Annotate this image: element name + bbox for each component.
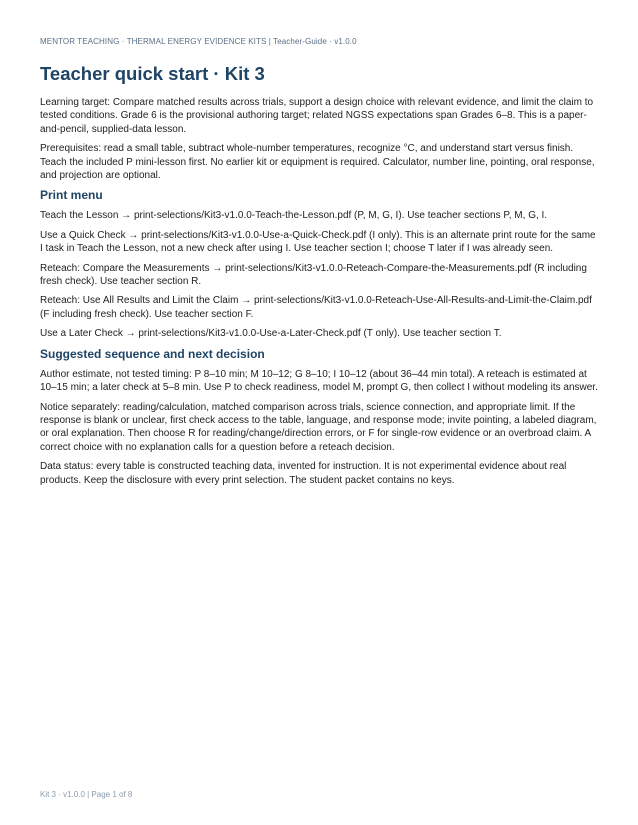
learning-target-paragraph: Learning target: Compare matched results across trials, support a design choice with relevant evidence, and limit the claim to tested conditions. Grade 6 is the provisional authoring target; related NGSS expectations span Grades 6–8. This is a paper-and-pencil, supplied-data lesson. bbox=[40, 97, 594, 135]
print-menu-item-reteach-claim: Reteach: Use All Results and Limit the Claim → print-selections/Kit3-v1.0.0-Reteach-Use-All-Results-and-Limit-the-Claim.pdf (F including fresh check). Use teacher section F. bbox=[40, 295, 592, 320]
timing-paragraph: Author estimate, not tested timing: P 8–10 min; M 10–12; G 8–10; I 10–12 (about 36–44 min total). A reteach is estimated at 10–15 min; a later check at 5–8 min. Use P to check readiness, model M, prompt G, then collect I without modeling its answer. bbox=[40, 368, 598, 394]
sequence-heading: Suggested sequence and next decision bbox=[40, 346, 265, 361]
page-footer: Kit 3 · v1.0.0 | Page 1 of 8 bbox=[40, 790, 133, 799]
running-header: MENTOR TEACHING · THERMAL ENERGY EVIDENCE KITS | Teacher-Guide · v1.0.0 bbox=[40, 37, 357, 46]
print-menu-item-reteach-compare: Reteach: Compare the Measurements → print-selections/Kit3-v1.0.0-Reteach-Compare-the-Measurements.pdf (R including fresh check). Use teacher section R. bbox=[40, 262, 587, 288]
print-menu-heading: Print menu bbox=[40, 188, 103, 203]
print-menu-item-later-check: Use a Later Check → print-selections/Kit3-v1.0.0-Use-a-Later-Check.pdf (T only). Use teacher section T. bbox=[40, 328, 502, 340]
print-menu-item-quick-check: Use a Quick Check → print-selections/Kit3-v1.0.0-Use-a-Quick-Check.pdf (I only). This is an alternate print route for the same I task in Teach the Lesson, not a new check after using I. Use teacher section I; choose T later if I was already seen. bbox=[40, 229, 596, 255]
page-title: Teacher quick start · Kit 3 bbox=[40, 63, 265, 84]
notice-paragraph: Notice separately: reading/calculation, matched comparison across trials, science connection, and appropriate limit. If the response is blank or unclear, first check access to the table, language, and response mode; invite pointing, a labeled diagram, or oral explanation. Then choose R for reading/change/direction errors, or F for single-row evidence or an overbroad claim. A correct choice with no explanation calls for a question before a reteach decision. bbox=[40, 401, 597, 453]
print-menu-item-teach: Teach the Lesson → print-selections/Kit3-v1.0.0-Teach-the-Lesson.pdf (P, M, G, I). Use teacher sections P, M, G, I. bbox=[40, 210, 548, 222]
data-status-paragraph: Data status: every table is constructed teaching data, invented for instruction. It is not experimental evidence about real products. Keep the disclosure with every print selection. The student packet contains no keys. bbox=[40, 461, 567, 486]
prerequisites-paragraph: Prerequisites: read a small table, subtract whole-number temperatures, recognize °C, and understand start versus finish. Teach the included P mini-lesson first. No earlier kit or equipment is required. Calculator, number line, pointing, oral response, and projection are optional. bbox=[40, 143, 595, 182]
document-page bbox=[40, 36, 600, 493]
